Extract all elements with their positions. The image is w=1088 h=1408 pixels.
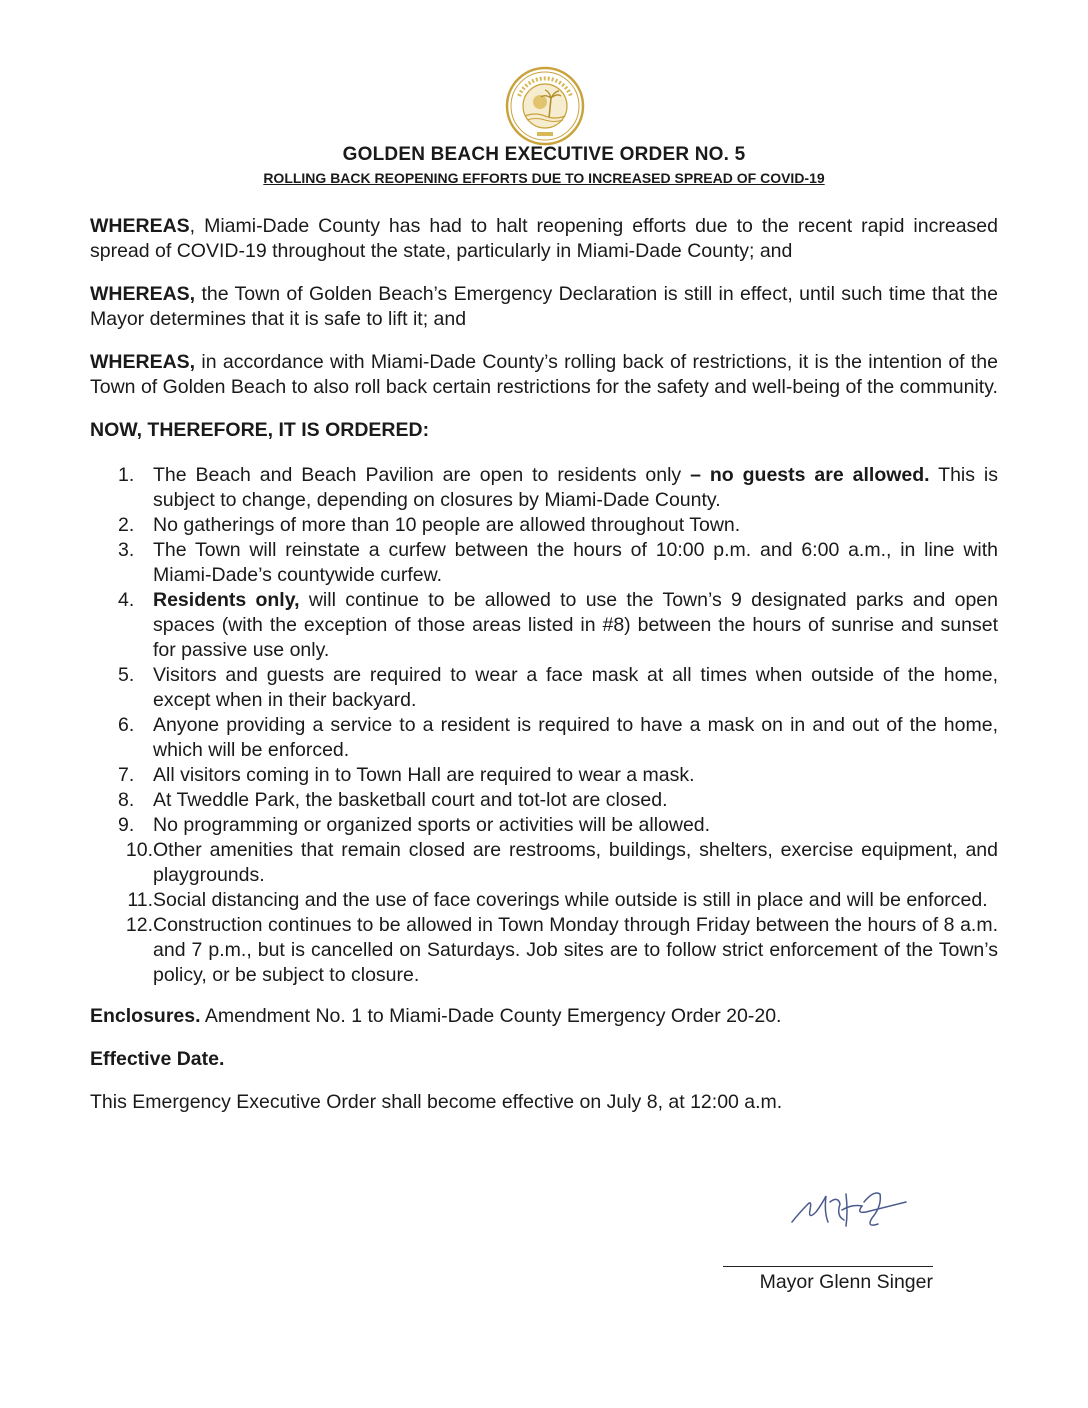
whereas-paragraph — [90, 282, 998, 332]
list-item — [90, 813, 998, 838]
list-item — [90, 663, 998, 713]
order-subtitle: ROLLING BACK REOPENING EFFORTS DUE TO INCREASED SPREAD OF COVID-19 — [263, 170, 825, 186]
item-text: All visitors coming in to Town Hall are required to wear a mask. — [153, 764, 695, 786]
item-number: 8. — [118, 789, 135, 811]
enclosures-paragraph — [90, 1004, 998, 1029]
list-item — [90, 463, 998, 513]
whereas-paragraph — [90, 214, 998, 264]
signatory-name: Mayor Glenn Singer — [759, 1271, 933, 1293]
whereas-text: in accordance with Miami-Dade County’s rolling back of restrictions, it is the intention of the Town of Golden Beach to also roll back certain restrictions for the safety and well-being of the community. — [90, 351, 998, 398]
whereas-paragraph — [90, 350, 998, 400]
ordered-heading: NOW, THEREFORE, IT IS ORDERED: — [90, 419, 430, 441]
list-item — [90, 888, 998, 913]
list-item — [90, 513, 998, 538]
town-seal-icon — [505, 66, 585, 146]
order-body — [90, 214, 998, 1115]
item-number: 12. — [125, 914, 153, 936]
effective-date-heading: Effective Date. — [90, 1048, 225, 1070]
item-number: 11. — [127, 889, 153, 911]
order-title: GOLDEN BEACH EXECUTIVE ORDER NO. 5 — [342, 144, 746, 165]
list-item — [90, 838, 998, 888]
enclosures-label: Enclosures. — [90, 1005, 201, 1027]
list-item — [90, 763, 998, 788]
item-text: The Town will reinstate a curfew between the hours of 10:00 p.m. and 6:00 a.m., in line with Miami-Dade’s countywide curfew. — [153, 539, 998, 586]
item-number: 5. — [118, 664, 135, 686]
item-number: 9. — [118, 814, 135, 836]
signature-line — [723, 1266, 933, 1267]
whereas-text: the Town of Golden Beach’s Emergency Declaration is still in effect, until such time that the Mayor determines that it is safe to lift it; and — [90, 283, 998, 330]
effective-date-text: This Emergency Executive Order shall become effective on July 8, at 12:00 a.m. — [90, 1091, 783, 1113]
whereas-lead: WHEREAS, — [90, 351, 196, 373]
item-text: Construction continues to be allowed in Town Monday through Friday between the hours of 8 a.m. and 7 p.m., but is cancelled on Saturdays. Job sites are to follow strict enforcement of the Town’s policy, or be subject to closure. — [153, 914, 998, 986]
item-bold-text: – no guests are allowed. — [690, 464, 930, 486]
whereas-lead: WHEREAS, — [90, 283, 196, 305]
item-number: 2. — [118, 514, 135, 536]
item-number: 3. — [118, 539, 135, 561]
list-item — [90, 588, 998, 663]
list-item — [90, 538, 998, 588]
whereas-lead: WHEREAS — [90, 215, 190, 237]
list-item — [90, 788, 998, 813]
item-text: This is subject to change, depending on closures by Miami-Dade County. — [153, 464, 999, 511]
item-text: No programming or organized sports or activities will be allowed. — [153, 814, 711, 836]
order-items-list — [90, 463, 998, 988]
item-number: 7. — [118, 764, 135, 786]
item-bold-text: Residents only, — [153, 589, 300, 611]
item-text: Social distancing and the use of face coverings while outside is still in place and will be enforced. — [153, 889, 988, 911]
whereas-text: , Miami-Dade County has had to halt reopening efforts due to the recent rapid increased spread of COVID-19 throughout the state, particularly in Miami-Dade County; and — [90, 215, 998, 262]
item-text: Anyone providing a service to a resident is required to have a mask on in and out of the home, which will be enforced. — [153, 714, 998, 761]
item-number: 4. — [118, 589, 135, 611]
signature-icon — [786, 1182, 926, 1234]
item-text: No gatherings of more than 10 people are allowed throughout Town. — [153, 514, 741, 536]
item-text: Visitors and guests are required to wear a face mask at all times when outside of the home, except when in their backyard. — [153, 664, 998, 711]
list-item — [90, 713, 998, 763]
item-text: The Beach and Beach Pavilion are open to residents only — [153, 464, 691, 486]
item-text: will continue to be allowed to use the Town’s 9 designated parks and open spaces (with the exception of those areas listed in #8) between the hours of sunrise and sunset for passive use only. — [153, 589, 998, 661]
item-number: 1. — [118, 464, 135, 486]
item-number: 10. — [125, 839, 153, 861]
item-text: At Tweddle Park, the basketball court and tot-lot are closed. — [153, 789, 668, 811]
list-item — [90, 913, 998, 988]
enclosures-text: Amendment No. 1 to Miami-Dade County Emergency Order 20-20. — [200, 1005, 782, 1027]
item-number: 6. — [118, 714, 135, 736]
item-text: Other amenities that remain closed are restrooms, buildings, shelters, exercise equipment, and playgrounds. — [153, 839, 998, 886]
